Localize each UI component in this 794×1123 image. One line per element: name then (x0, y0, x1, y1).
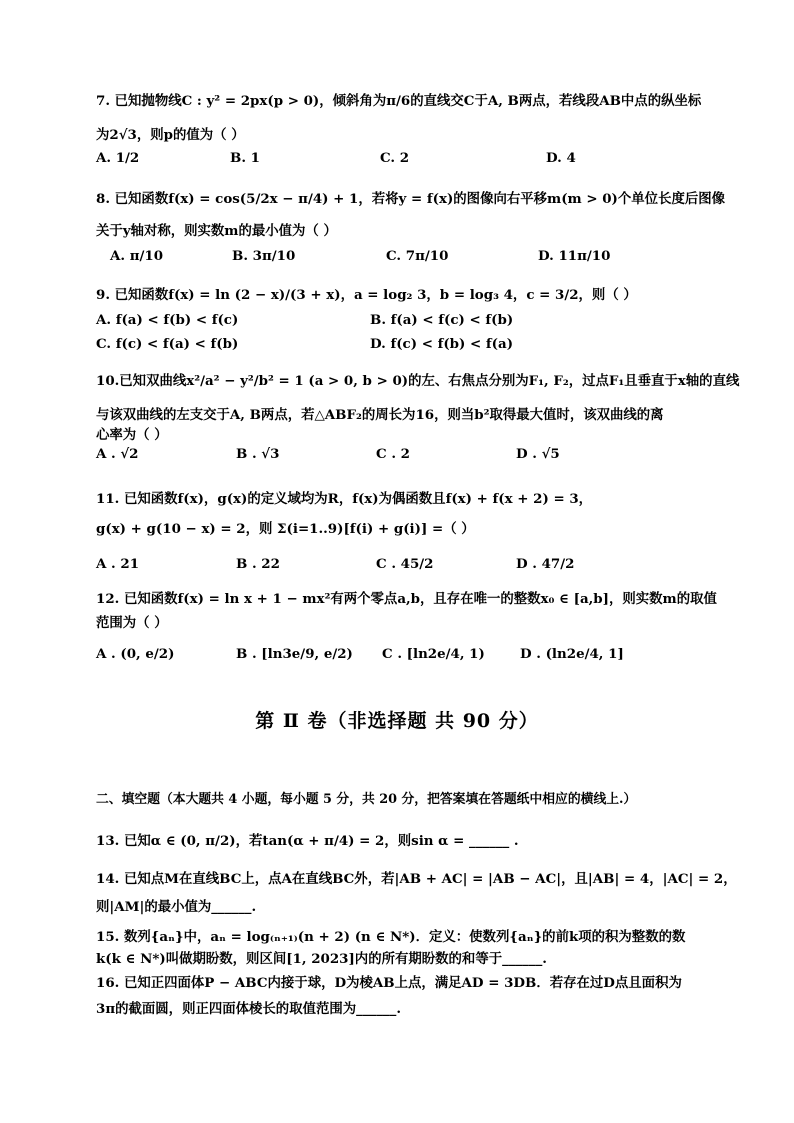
q12-option-c: C . [ln2e/4, 1) (382, 646, 485, 662)
q8-line-2: 关于y轴对称，则实数m的最小值为（ ） (96, 223, 337, 239)
q11-option-b: B . 22 (236, 556, 280, 572)
q9-option-b: B. f(a) < f(c) < f(b) (370, 312, 514, 328)
q8-option-a: A. π/10 (110, 248, 164, 264)
q10-line-3: 心率为（ ） (96, 427, 168, 443)
q12-option-a: A . (0, e/2) (96, 646, 175, 662)
q7-line-2: 为2√3，则p的值为（ ） (96, 127, 245, 143)
q8-option-d: D. 11π/10 (538, 248, 611, 264)
q9-line-1: 9. 已知函数f(x) = ln (2 − x)/(3 + x)，a = log₂ 3，b = log₃ 4，c = 3/2，则（ ） (96, 287, 637, 303)
q7-option-a: A. 1/2 (96, 150, 140, 166)
q12-option-d: D . (ln2e/4, 1] (520, 646, 624, 662)
q16-line-1: 16. 已知正四面体P − ABC内接于球，D为棱AB上点，满足AD = 3DB．若存在过D点且面积为 (96, 975, 682, 991)
q14-line-2: 则|AM|的最小值为______. (96, 899, 257, 915)
q11-line-1: 11. 已知函数f(x)，g(x)的定义域均为R，f(x)为偶函数且f(x) + f(x + 2) = 3， (96, 491, 593, 507)
q8-option-c: C. 7π/10 (386, 248, 449, 264)
q9-option-d: D. f(c) < f(b) < f(a) (370, 336, 514, 352)
q7-option-d: D. 4 (546, 150, 576, 166)
q10-option-c: C . 2 (376, 446, 410, 462)
q11-option-a: A . 21 (96, 556, 140, 572)
q12-line-2: 范围为（ ） (96, 615, 168, 631)
q7-option-b: B. 1 (230, 150, 260, 166)
q8-line-1: 8. 已知函数f(x) = cos(5/2x − π/4) + 1，若将y = f(x)的图像向右平移m(m > 0)个单位长度后图像 (96, 191, 726, 207)
q12-line-1: 12. 已知函数f(x) = ln x + 1 − mx²有两个零点a,b，且存在唯一的整数x₀ ∈ [a,b]，则实数m的取值 (96, 591, 717, 607)
q9-option-a: A. f(a) < f(b) < f(c) (96, 312, 239, 328)
q10-option-d: D . √5 (516, 446, 560, 462)
q11-line-2: g(x) + g(10 − x) = 2，则 Σ(i=1..9)[f(i) + g(i)] =（ ） (96, 521, 475, 537)
q12-option-b: B . [ln3e/9, e/2) (236, 646, 353, 662)
q15-line-1: 15. 数列{aₙ}中，aₙ = log₍ₙ₊₁₎(n + 2) (n ∈ N*)．定义：使数列{aₙ}的前k项的积为整数的数 (96, 929, 686, 945)
q13-line-1: 13. 已知α ∈ (0, π/2)，若tan(α + π/4) = 2，则sin α = ______ . (96, 833, 519, 849)
q10-line-1: 10.已知双曲线x²/a² − y²/b² = 1 (a > 0, b > 0)的左、右焦点分别为F₁, F₂，过点F₁且垂直于x轴的直线 (96, 373, 740, 389)
q7-option-c: C. 2 (380, 150, 410, 166)
q7-line-1: 7. 已知抛物线C : y² = 2px(p > 0)，倾斜角为π/6的直线交C于A, B两点，若线段AB中点的纵坐标 (96, 93, 702, 109)
q14-line-1: 14. 已知点M在直线BC上，点A在直线BC外，若|AB + AC| = |AB − AC|，且|AB| = 4，|AC| = 2， (96, 871, 737, 887)
q10-option-b: B . √3 (236, 446, 280, 462)
q11-option-c: C . 45/2 (376, 556, 434, 572)
q11-option-d: D . 47/2 (516, 556, 575, 572)
section-title: 第 Ⅱ 卷（非选择题 共 90 分） (255, 710, 539, 732)
q10-line-2: 与该双曲线的左支交于A, B两点，若△ABF₂的周长为16，则当b²取得最大值时，该双曲线的离 (96, 407, 664, 423)
q10-option-a: A . √2 (96, 446, 139, 462)
q16-line-2: 3π的截面圆，则正四面体棱长的取值范围为______. (96, 1001, 401, 1017)
q9-option-c: C. f(c) < f(a) < f(b) (96, 336, 239, 352)
fill-in-header: 二、填空题（本大题共 4 小题，每小题 5 分，共 20 分，把答案填在答题纸中相应的横线上.） (96, 792, 637, 807)
q15-line-2: k(k ∈ N*)叫做期盼数，则区间[1, 2023]内的所有期盼数的和等于______. (96, 951, 547, 967)
q8-option-b: B. 3π/10 (232, 248, 296, 264)
